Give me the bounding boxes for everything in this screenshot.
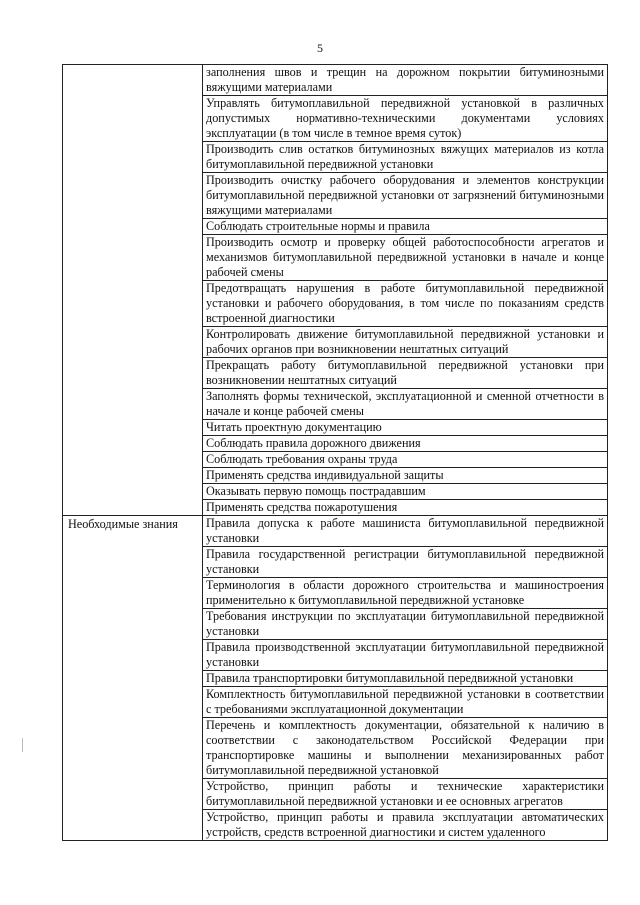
requirement-item: Читать проектную документацию [203,420,608,436]
table-row [63,516,608,547]
requirement-item: Устройство, принцип работы и технические характеристики битумоплавильной передвижной установки и ее основных агрегатов [203,779,608,810]
requirement-item: Комплектность битумоплавильной передвижной установки в соответствии с требованиями эксплуатационной документации [203,687,608,718]
requirement-item: Устройство, принцип работы и правила эксплуатации автоматических устройств, средств встроенной диагностики и систем удаленного [203,810,608,841]
requirement-item: Применять средства индивидуальной защиты [203,468,608,484]
requirement-item: Перечень и комплектность документации, обязательной к наличию в соответствии с законодательством Российской Федерации при транспортировке машины и выполнении механизированных работ битумоплавильной передвижной установкой [203,718,608,779]
section-category [63,65,203,516]
requirement-item: Правила государственной регистрации битумоплавильной передвижной установки [203,547,608,578]
requirement-item: Оказывать первую помощь пострадавшим [203,484,608,500]
requirements-table [62,64,608,841]
requirement-item: Предотвращать нарушения в работе битумоплавильной передвижной установки и рабочего оборудования, в том числе по показаниям средств встроенной диагностики [203,281,608,327]
requirement-item: Правила допуска к работе машиниста битумоплавильной передвижной установки [203,516,608,547]
requirement-item: Правила транспортировки битумоплавильной передвижной установки [203,671,608,687]
requirement-item: Управлять битумоплавильной передвижной установкой в различных допустимых нормативно-техническими документами условиях эксплуатации (в том числе в темное время суток) [203,96,608,142]
requirement-item: Производить осмотр и проверку общей работоспособности агрегатов и механизмов битумоплавильной передвижной установки в начале и конце рабочей смены [203,235,608,281]
requirement-item: Прекращать работу битумоплавильной передвижной установки при возникновении нештатных ситуаций [203,358,608,389]
table-row [63,65,608,96]
margin-mark [22,738,23,752]
requirement-item: Соблюдать требования охраны труда [203,452,608,468]
requirement-item: Соблюдать строительные нормы и правила [203,219,608,235]
requirement-item: Производить слив остатков битуминозных вяжущих материалов из котла битумоплавильной передвижной установки [203,142,608,173]
requirement-item: Производить очистку рабочего оборудования и элементов конструкции битумоплавильной передвижной установки от загрязнений битуминозными вяжущими материалами [203,173,608,219]
requirement-item: Правила производственной эксплуатации битумоплавильной передвижной установки [203,640,608,671]
requirement-item: Заполнять формы технической, эксплуатационной и сменной отчетности в начале и конце рабочей смены [203,389,608,420]
page-number: 5 [317,41,323,55]
requirement-item: Терминология в области дорожного строительства и машиностроения применительно к битумоплавильной передвижной установке [203,578,608,609]
requirement-item: Применять средства пожаротушения [203,500,608,516]
requirement-item: Контролировать движение битумоплавильной передвижной установки и рабочих органов при возникновении нештатных ситуаций [203,327,608,358]
requirement-item: заполнения швов и трещин на дорожном покрытии битуминозными вяжущими материалами [203,65,608,96]
section-category: Необходимые знания [63,516,203,841]
requirement-item: Соблюдать правила дорожного движения [203,436,608,452]
requirement-item: Требования инструкции по эксплуатации битумоплавильной передвижной установки [203,609,608,640]
